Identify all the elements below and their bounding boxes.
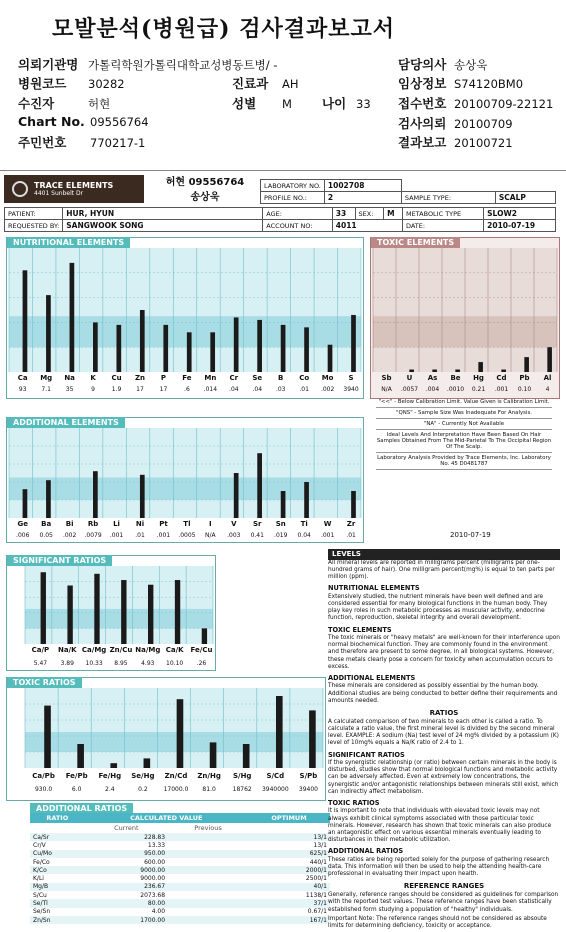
nutritional-chart	[9, 248, 361, 372]
value-label: .004	[425, 386, 440, 393]
table-cell: 9000.00	[140, 875, 166, 883]
category-label: B	[278, 374, 284, 382]
value-label: .019	[274, 532, 288, 539]
table-cell: Fe/Co	[33, 858, 50, 866]
category-label: Cd	[496, 374, 507, 382]
value-label: .002	[320, 386, 335, 393]
bar-v	[234, 473, 239, 518]
table-row	[30, 916, 330, 924]
resident-no-field: 주민번호 770217-1	[18, 135, 146, 150]
age-field: 나이 33	[322, 96, 371, 111]
bar-be	[455, 370, 460, 372]
value-label: 17	[136, 386, 144, 393]
bar-as	[432, 370, 437, 372]
value-label: .002	[62, 532, 77, 539]
value-label: .01	[299, 386, 309, 393]
category-label: Be	[450, 374, 461, 382]
value-label: 0.10	[517, 386, 532, 393]
value-label: .0005	[178, 532, 196, 539]
patient-info-table: PATIENT: HUR, HYUN AGE: 33 SEX: M METABOLIC TYPE SLOW2 REQUESTED BY: SANGWOOK SONG ACCOUNT NO: 4011 DATE: 2010-07-19	[4, 207, 556, 232]
bar-s-cd	[276, 696, 283, 768]
value-label: .006	[16, 532, 30, 539]
nutritional-symbols	[11, 374, 363, 382]
value-label: .001	[320, 532, 335, 539]
table-cell	[168, 866, 248, 874]
reference-band	[25, 609, 213, 629]
category-label: Zn/Hg	[197, 772, 221, 780]
value-label: 0.41	[250, 532, 264, 539]
toxic-ratios-labels	[27, 772, 325, 780]
bar-p	[163, 325, 168, 372]
bar-se-hg	[144, 758, 151, 768]
bar-b	[281, 325, 286, 372]
value-label: 7.1	[41, 386, 51, 393]
nutritional-panel: NUTRITIONAL ELEMENTS Ca Mg Na K Cu Zn P Fe Mn Cr Se B Co Mo S 93 7.1 35 9 1.9 17 17 .6 .014 .04 .04 .03 .01 .002 3940	[6, 237, 364, 399]
table-cell: 2073.68	[140, 891, 166, 899]
table-row	[30, 841, 330, 849]
toxic-chart	[373, 248, 557, 372]
table-cell: 228.83	[85, 833, 168, 841]
category-label: Se	[252, 374, 263, 382]
bar-mo	[328, 345, 333, 372]
table-cell: K/Li	[33, 875, 44, 883]
category-label: Rb	[87, 520, 99, 528]
bar-ca-p	[41, 572, 46, 644]
additional-ratios-title: ADDITIONAL RATIOS	[30, 803, 133, 814]
table-cell: 236.67	[85, 883, 168, 891]
value-label: 6.0	[71, 786, 82, 793]
value-label: .01	[346, 532, 356, 539]
table-cell: 625/1	[248, 850, 330, 858]
value-label: 39400	[298, 786, 318, 793]
category-label: Tl	[183, 520, 191, 528]
category-label: Zr	[346, 520, 356, 528]
category-label: Ti	[300, 520, 308, 528]
category-label: Cr	[229, 374, 239, 382]
value-label: .04	[252, 386, 263, 393]
category-label: Fe/Hg	[98, 772, 122, 780]
category-label: Fe/Cu	[190, 646, 213, 654]
bar-mn	[210, 332, 215, 372]
bar-fe-pb	[77, 744, 84, 768]
institution-field: 의뢰기관명 가톨릭학원가톨릭대학교성병동트병/ -	[18, 57, 278, 72]
bar-fe	[187, 332, 192, 372]
table-row	[30, 833, 330, 841]
toxic-panel: TOXIC ELEMENTS Sb U As Be Hg Cd Pb Al N/A .0057 .004 .0010 0.21 .001 0.10 4	[370, 237, 560, 399]
report-date: 2010-07-19	[450, 531, 491, 539]
category-label: P	[160, 374, 167, 382]
table-row	[30, 883, 330, 891]
table-cell: 40/1	[248, 883, 330, 891]
chart-no-field: Chart No. 09556764	[18, 114, 149, 129]
category-label: Mn	[204, 374, 217, 382]
patient-field: 수진자 허현	[18, 96, 111, 111]
value-label: .0079	[84, 532, 102, 539]
bar-ca-pb	[44, 706, 51, 768]
table-cell: 13/1	[248, 833, 330, 841]
category-label: W	[323, 520, 332, 528]
category-label: S	[348, 374, 354, 382]
bar-rb	[93, 471, 98, 518]
value-label: .0010	[446, 386, 465, 393]
value-label: 0.2	[138, 786, 148, 793]
table-cell	[168, 874, 248, 882]
additional-chart	[9, 428, 361, 518]
category-label: Zn/Cu	[109, 646, 133, 654]
value-label: .001	[109, 532, 124, 539]
table-cell: 1138/1	[305, 891, 327, 899]
category-label: Fe	[182, 374, 192, 382]
category-label: Ca/K	[165, 646, 184, 654]
table-row	[30, 858, 330, 866]
bar-fe-hg	[110, 763, 117, 768]
category-label: S/Cd	[266, 772, 285, 780]
table-row	[30, 891, 330, 899]
table-cell: 2000/1	[248, 866, 330, 874]
category-label: Mg	[40, 374, 53, 382]
additional-ratios-table: RATIO CALCULATED VALUE OPTIMUM Current Previous Ca/Sr 228.83 13/1 Cr/V 13.33 13/1 Cu/Mo 950.00 625/1 Fe/Co 600.00 440/1 K/Co 9000.00 2000/1 K/Li 9000.00 2500/1 Mg/B 236.67 40/1 S/Cu 2073.68 1138/1 Se/Tl 80.00 37/1 Se/Sn 4.00 0.67/1 Zn/Sn 1700.00 167/1	[30, 813, 330, 924]
table-cell: 13.33	[147, 841, 166, 849]
value-label: 2.4	[105, 786, 115, 793]
scanned-report	[0, 170, 566, 930]
report-title: 모발분석(병원급) 검사결과보고서	[52, 16, 396, 42]
value-label: 35	[65, 386, 74, 393]
bar-na	[70, 263, 75, 372]
table-cell	[168, 850, 248, 858]
bar-zr	[351, 491, 356, 518]
table-cell: K/Co	[30, 866, 85, 874]
value-label: .03	[275, 386, 286, 393]
table-row	[30, 874, 330, 882]
bar-ge	[23, 489, 28, 518]
table-cell: S/Cu	[33, 891, 47, 899]
table-cell: 440/1	[309, 858, 327, 866]
toxic-ratios-panel: TOXIC RATIOS Ca/Pb Fe/Pb Fe/Hg Se/Hg Zn/Cd Zn/Hg S/Hg S/Cd S/Pb 930.0 6.0 2.4 0.2 17000.0 81.0 18762 3940000 39400	[6, 677, 326, 801]
category-label: Ca	[17, 374, 28, 382]
table-cell	[168, 841, 248, 849]
bar-sn	[281, 491, 286, 518]
dept-field: 진료과 AH	[232, 76, 299, 91]
table-cell: 600.00	[144, 858, 166, 866]
value-label: 93	[18, 386, 27, 393]
category-label: Al	[543, 374, 552, 382]
table-cell: Cu/Mo	[30, 850, 85, 858]
table-cell: 13/1	[313, 841, 327, 849]
result-date-field: 결과보고 20100721	[398, 135, 513, 150]
value-label: N/A	[381, 386, 392, 393]
table-cell: Ca/Sr	[30, 833, 85, 841]
table-cell	[168, 899, 248, 907]
bar-mg	[46, 295, 51, 372]
category-label: Li	[113, 520, 120, 528]
category-label: S/Hg	[232, 772, 252, 780]
category-label: Na/Mg	[135, 646, 161, 654]
bar-se	[257, 320, 262, 372]
category-label: Ge	[17, 520, 28, 528]
bar-ti	[304, 482, 309, 518]
value-label: 4	[545, 386, 550, 393]
significant-ratios-chart	[25, 566, 213, 644]
bar-zn	[140, 310, 145, 372]
table-row	[30, 850, 330, 858]
significant-ratios-labels	[27, 646, 215, 654]
receipt-no-field: 접수번호 20100709-22121	[398, 96, 554, 111]
bar-sr	[257, 453, 262, 518]
toxic-ratios-chart	[25, 688, 323, 768]
table-cell	[168, 858, 248, 866]
table-cell	[168, 916, 248, 924]
category-label: Pb	[519, 374, 530, 382]
category-label: As	[427, 374, 438, 382]
category-label: Sn	[275, 520, 286, 528]
value-label: 0.21	[471, 386, 486, 393]
bar-cd	[501, 370, 506, 372]
value-label: 930.0	[34, 786, 53, 793]
value-label: 4.93	[141, 660, 155, 667]
table-cell: Se/Sn	[33, 908, 51, 916]
bar-cr	[234, 317, 239, 372]
handwritten-label: 허현 09556764 송상욱	[165, 177, 245, 203]
table-cell: 37/1	[248, 899, 330, 907]
significant-ratios-panel: SIGNIFICANT RATIOS Ca/P Na/K Ca/Mg Zn/Cu Na/Mg Ca/K Fe/Cu 5.47 3.89 10.33 8.95 4.93 10.10 .26	[6, 555, 216, 671]
value-label: 81.0	[202, 786, 216, 793]
value-label: 10.10	[166, 660, 184, 667]
value-label: 17	[159, 386, 168, 393]
value-label: .01	[135, 532, 145, 539]
table-cell: 1700.00	[85, 916, 168, 924]
lab-logo: TRACE ELEMENTS 4401 Sunbelt Dr	[4, 175, 144, 203]
category-label: Ni	[135, 520, 145, 528]
value-label: 0.05	[39, 532, 53, 539]
bar-s-hg	[243, 744, 250, 768]
table-cell: 2500/1	[305, 875, 327, 883]
category-label: I	[209, 520, 212, 528]
category-label: Zn/Cd	[164, 772, 188, 780]
category-label: Ca/P	[31, 646, 50, 654]
hospital-code-field: 병원코드 30282	[18, 76, 125, 91]
table-cell: 80.00	[85, 899, 168, 907]
table-row	[30, 866, 330, 874]
category-label: Bi	[65, 520, 74, 528]
category-label: Mo	[321, 374, 334, 382]
bar-ca-k	[175, 580, 180, 644]
value-label: 17000.0	[163, 786, 189, 793]
value-label: .0057	[400, 386, 419, 393]
category-label: Fe/Pb	[65, 772, 88, 780]
category-label: Hg	[473, 374, 484, 382]
bar-ni	[140, 475, 145, 518]
bar-zn-cd	[177, 699, 184, 768]
bar-s	[351, 315, 356, 372]
bar-s-pb	[309, 710, 316, 768]
category-label: Na	[64, 374, 75, 382]
bar-ca-mg	[94, 574, 99, 644]
chart-background	[25, 566, 213, 644]
request-date-field: 검사의뢰 20100709	[398, 116, 513, 131]
value-label: 9	[91, 386, 95, 393]
table-row	[30, 899, 330, 907]
value-label: .001	[494, 386, 509, 393]
table-cell: Se/Tl	[30, 899, 85, 907]
bar-ba	[46, 480, 51, 518]
value-label: 8.95	[114, 660, 128, 667]
category-label: Ca/Pb	[32, 772, 55, 780]
table-cell: Cr/V	[33, 841, 46, 849]
bar-al	[547, 347, 552, 372]
value-label: 5.47	[33, 660, 48, 667]
value-label: 3.89	[60, 660, 74, 667]
bar-ca	[23, 270, 28, 372]
value-label: 1.9	[111, 386, 122, 393]
bar-pb	[524, 357, 529, 372]
value-label: .003	[227, 532, 241, 539]
category-label: V	[231, 520, 237, 528]
additional-values	[11, 532, 363, 539]
bar-na-mg	[148, 585, 153, 644]
value-label: .6	[184, 386, 190, 393]
bar-u	[409, 370, 414, 372]
lab-logo-icon	[12, 181, 28, 197]
sex-field: 성별 M	[232, 96, 292, 111]
bar-k	[93, 322, 98, 372]
value-label: .26	[196, 660, 207, 667]
category-label: Ca/Mg	[81, 646, 107, 654]
category-label: Se/Hg	[131, 772, 155, 780]
category-label: Cu	[111, 374, 122, 382]
table-cell	[168, 908, 248, 916]
table-cell: Zn/Sn	[30, 916, 85, 924]
value-label: 3940	[343, 386, 359, 393]
table-cell	[168, 833, 248, 841]
bar-cu	[116, 325, 121, 372]
category-label: S/Pb	[299, 772, 318, 780]
value-label: .014	[203, 386, 218, 393]
bar-zn-cu	[121, 580, 126, 644]
doctor-field: 담당의사 송상욱	[398, 57, 488, 72]
bar-na-k	[67, 586, 72, 645]
toxic-ratios-values	[27, 786, 325, 793]
clinical-info-field: 임상정보 S74120BM0	[398, 76, 524, 91]
value-label: 18762	[232, 786, 252, 793]
table-cell: 4.00	[151, 908, 166, 916]
category-label: Sr	[253, 520, 262, 528]
value-label: N/A	[205, 532, 216, 539]
table-cell: 9000.00	[85, 866, 168, 874]
table-cell: 0.67/1	[307, 908, 327, 916]
additional-symbols	[11, 520, 363, 528]
table-cell: Mg/B	[30, 883, 85, 891]
category-label: Co	[299, 374, 310, 382]
significant-ratios-values	[27, 660, 215, 667]
category-label: K	[90, 374, 96, 382]
bar-hg	[478, 362, 483, 372]
nutritional-values	[11, 386, 363, 393]
category-label: Sb	[381, 374, 392, 382]
category-label: Pt	[159, 520, 168, 528]
toxic-symbols	[375, 374, 559, 382]
additional-panel: ADDITIONAL ELEMENTS Ge Ba Bi Rb Li Ni Pt Tl I V Sr Sn Ti W Zr .006 0.05 .002 .0079 .001 .01 .001 .0005 N/A .003 0.41 .019 0.04 .001 .01	[6, 417, 364, 543]
value-label: .001	[156, 532, 171, 539]
value-label: 0.04	[297, 532, 311, 539]
legend-box: "<<" - Below Calibration Limit. Value Given is Calibration Limit. "QNS" - Sample Size Was Inadequate For Analysis. "NA" - Currently Not Available Ideal Levels And Interpretation Have Been Based On Hair Samples Obtained From The Mid-Parietal To The Occipital Region Of The Scalp. Laboratory Analysis Provided by Trace Elements, Inc. Laboratory No. 45 D0481787	[376, 397, 552, 470]
bar-co	[304, 327, 309, 372]
value-label: 10.33	[85, 660, 103, 667]
table-cell: 167/1	[248, 916, 330, 924]
lab-info-table: LABORATORY NO. 1002708 PROFILE NO.: 2 SAMPLE TYPE: SCALP	[260, 179, 556, 204]
value-label: 3940000	[261, 786, 289, 793]
category-label: U	[406, 374, 413, 382]
table-cell	[168, 891, 248, 899]
category-label: Ba	[41, 520, 52, 528]
bar-fe-cu	[202, 628, 207, 644]
bar-zn-hg	[210, 742, 217, 768]
explanatory-notes: LEVELS All mineral levels are reported in milligrams percent (milligrams per one-hundred grams of hair). One milligram percent(mg%) is equal to ten parts per million (ppm). NUTRITIONAL ELEMENTS Extensively studied, the nutrient minerals have been well defined and are considered essential for many biological functions in the human body. They play key roles in such metabolic processes as muscular activity, endocrine function, reproduction, skeletal integrity and overall development. TOXIC ELEMENTS The toxic minerals or "heavy metals" are well-known for their interference upon normal biochemical function. They are commonly found in the environment and therefore are present to some degree, in all biological systems. However, these metals clearly pose a concern for toxicity when accumulation occurs to excess. ADDITIONAL ELEMENTS These minerals are considered as possibly essential by the human body. Additional studies are being conducted to better define their requirements and amounts needed. RATIOS A calculated comparison of two minerals to each other is called a ratio. To calculate a ratio value, the first mineral level is divided by the second mineral level. EXAMPLE: A sodium (Na) test level of 24 mg% divided by a potassium (K) level of 10mg% equals a Na/K ratio of 2.4 to 1. SIGNIFICANT RATIOS If the synergistic relationship (or ratio) between certain minerals in the body is disturbed, studies show that normal biological functions and metabolic activity can be adversely affected. Even at extremely low concentrations, the synergistic and/or antagonistic relationships between minerals still exist, which can indirectly affect metabolism. TOXIC RATIOS It is important to note that individuals with elevated toxic levels may not always exhibit clinical symptoms associated with those particular toxic minerals. However, research has shown that toxic minerals can also produce an antagonistic effect on various essential minerals eventually leading to disturbances in their metabolic utilization. ADDITIONAL RATIOS These ratios are being reported solely for the purpose of gathering research data. This information will then be used to help the attending health-care professional in evaluating their impact upon health. REFERENCE RANGES Generally, reference ranges should be considered as guidelines for comparison with the reported test values. These reference ranges have been statistically established form studying a population of "healthy" individuals. Important Note: The reference ranges should not be considered as absoute limits for determining deficiency, toxicity or acceptance.	[328, 550, 560, 930]
category-label: Na/K	[57, 646, 77, 654]
value-label: .04	[229, 386, 239, 393]
table-cell	[168, 883, 248, 891]
toxic-values	[375, 386, 559, 393]
category-label: Zn	[134, 374, 146, 382]
table-cell: 950.00	[85, 850, 168, 858]
table-row	[30, 908, 330, 916]
